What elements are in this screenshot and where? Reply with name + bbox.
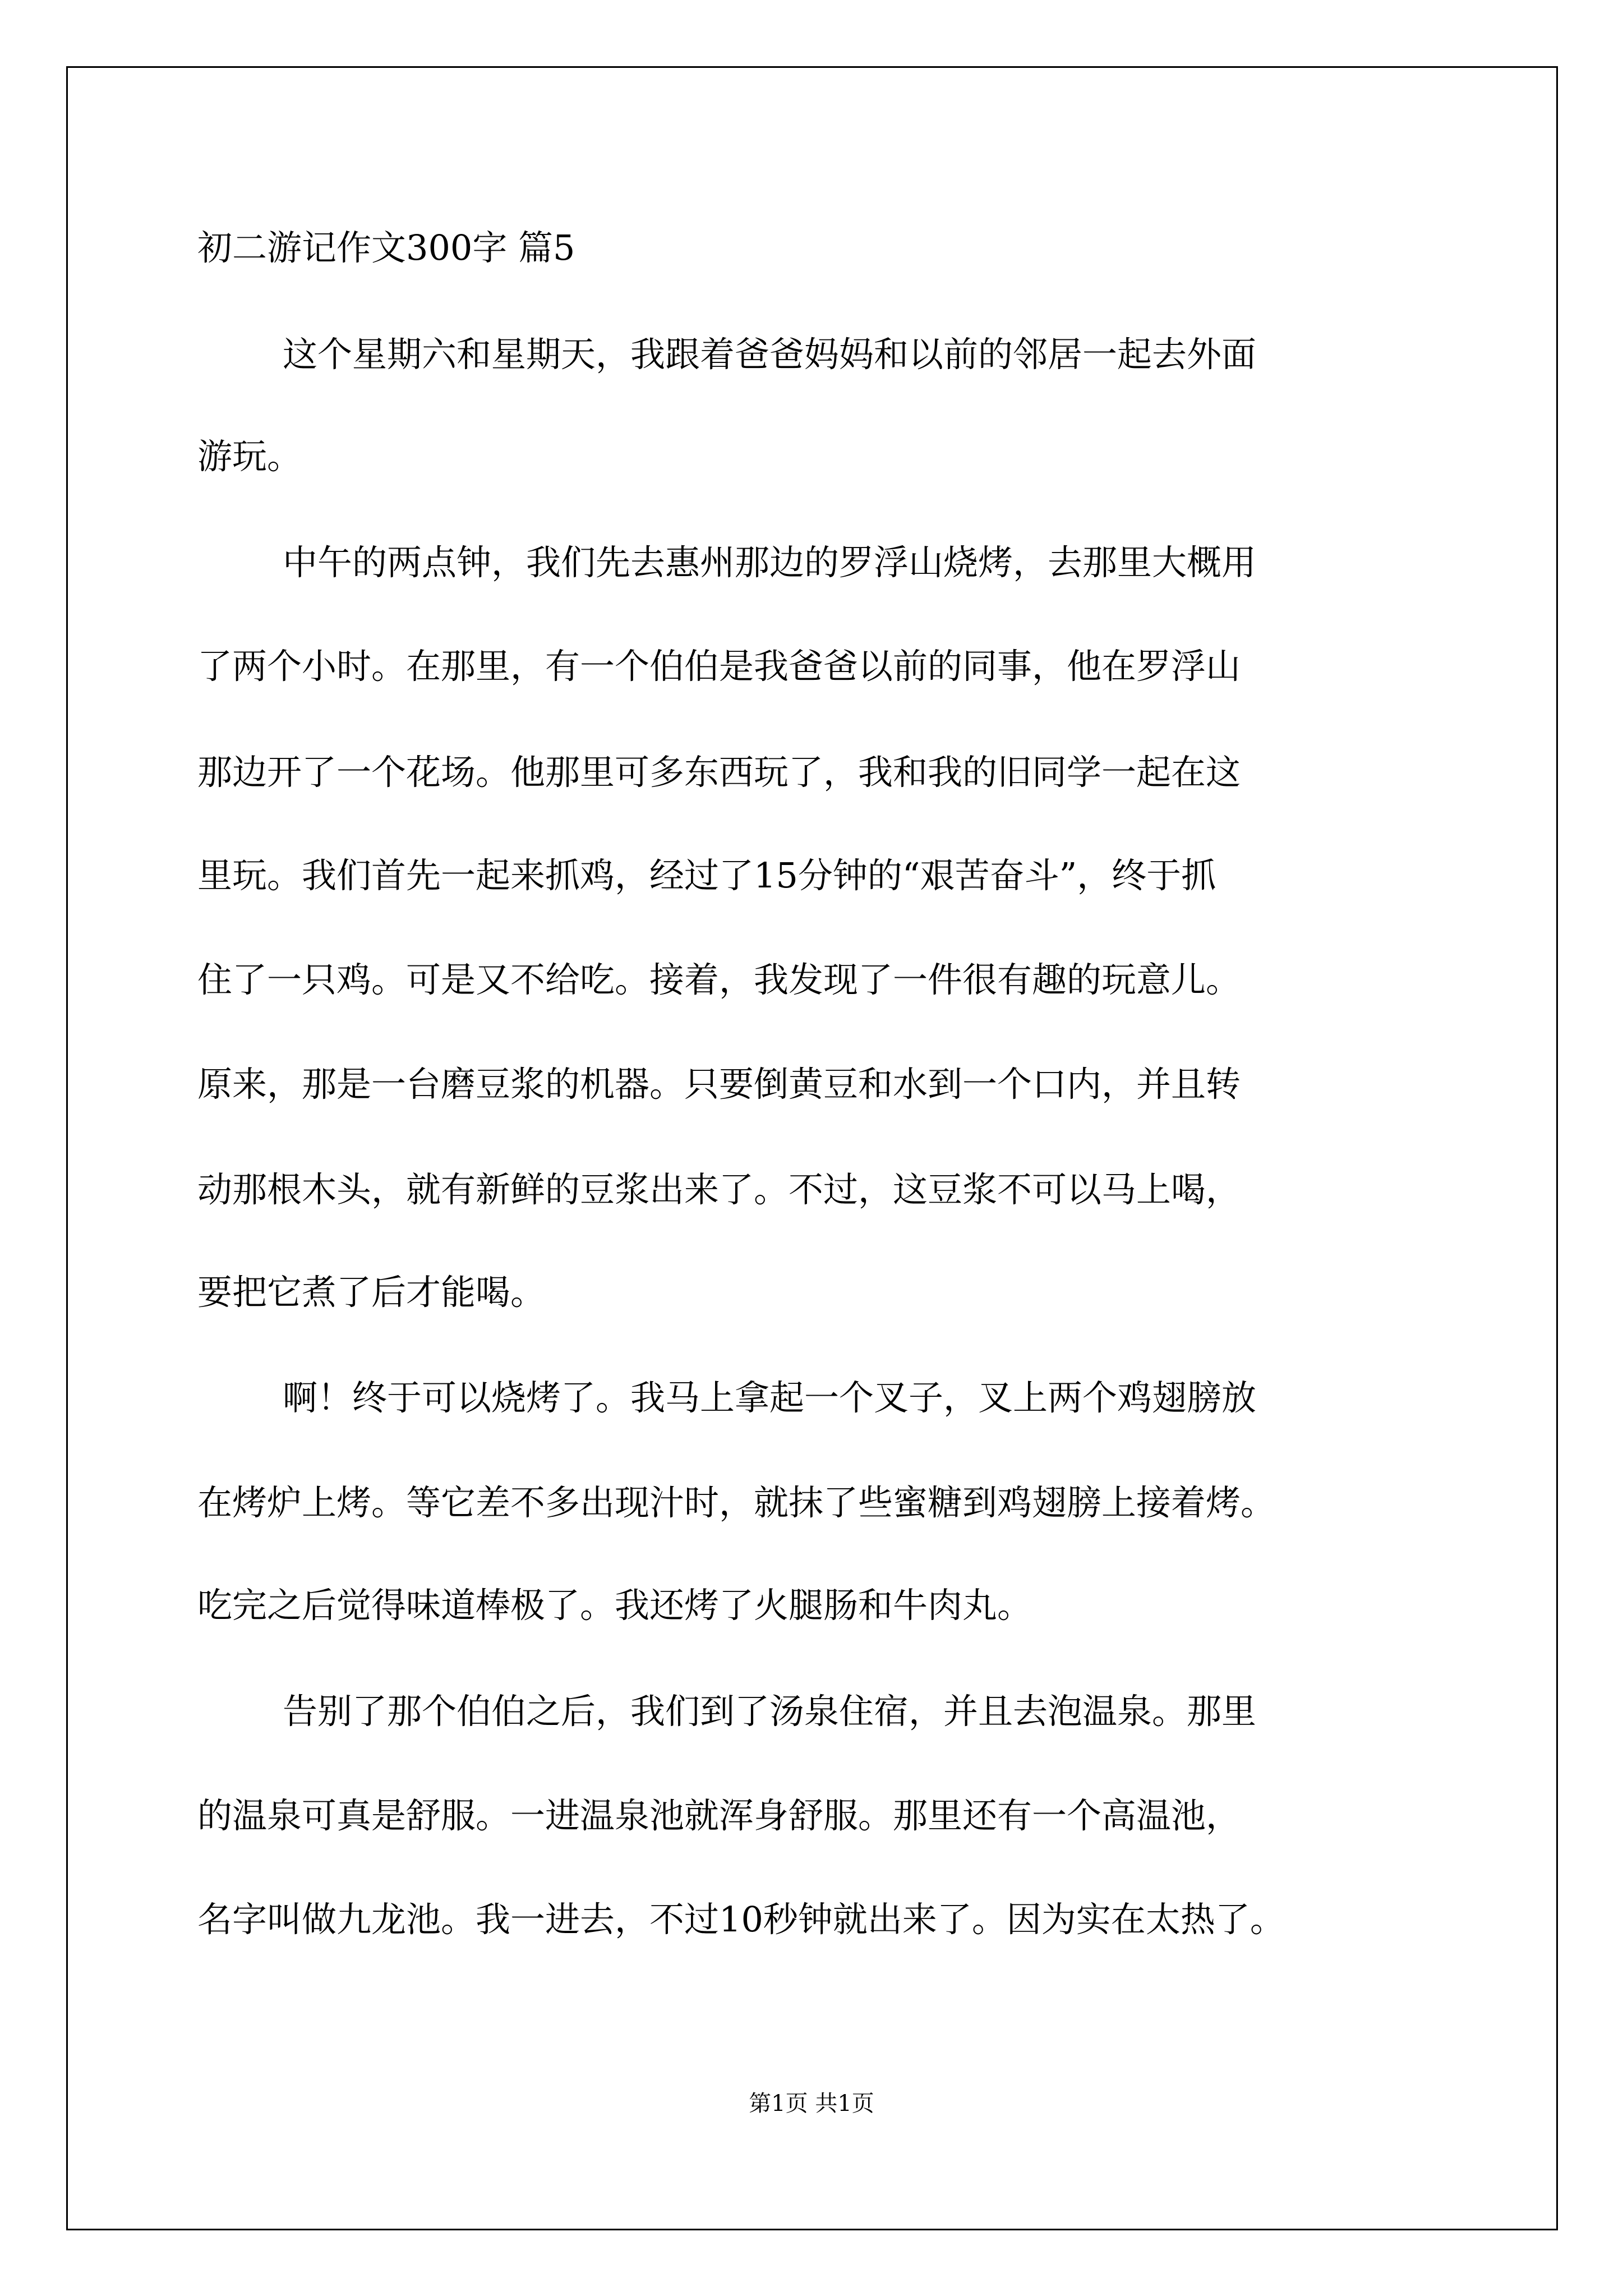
paragraph-line: 吃完之后觉得味道棒极了。我还烤了火腿肠和牛肉丸。 [197, 1585, 1032, 1626]
paragraph-line: 中午的两点钟，我们先去惠州那边的罗浮山烧烤，去那里大概用 [283, 542, 1257, 583]
paragraph-line: 啊！终于可以烧烤了。我马上拿起一个叉子，叉上两个鸡翅膀放 [283, 1377, 1257, 1418]
paragraph-line: 告别了那个伯伯之后，我们到了汤泉住宿，并且去泡温泉。那里 [283, 1691, 1257, 1732]
paragraph-line: 名字叫做九龙池。我一进去，不过10秒钟就出来了。因为实在太热了。 [197, 1899, 1285, 1940]
paragraph-line: 里玩。我们首先一起来抓鸡，经过了15分钟的“艰苦奋斗”，终于抓 [197, 855, 1216, 896]
document-title: 初二游记作文300字 篇5 [197, 227, 575, 268]
paragraph-line: 那边开了一个花场。他那里可多东西玩了，我和我的旧同学一起在这 [197, 752, 1241, 793]
paragraph-line: 在烤炉上烤。等它差不多出现汁时，就抹了些蜜糖到鸡翅膀上接着烤。 [197, 1482, 1276, 1523]
paragraph-line: 要把它煮了后才能喝。 [197, 1272, 546, 1313]
paragraph-line: 这个星期六和星期天，我跟着爸爸妈妈和以前的邻居一起去外面 [283, 334, 1257, 375]
paragraph-line: 的温泉可真是舒服。一进温泉池就浑身舒服。那里还有一个高温池， [197, 1795, 1241, 1836]
page-number-footer: 第1页 共1页 [749, 2091, 874, 2116]
paragraph-line: 游玩。 [197, 436, 302, 477]
paragraph-line: 原来，那是一台磨豆浆的机器。只要倒黄豆和水到一个口内，并且转 [197, 1064, 1241, 1105]
paragraph-line: 住了一只鸡。可是又不给吃。接着，我发现了一件很有趣的玩意儿。 [197, 959, 1241, 1000]
paragraph-line: 动那根木头，就有新鲜的豆浆出来了。不过，这豆浆不可以马上喝， [197, 1169, 1241, 1210]
paragraph-line: 了两个小时。在那里，有一个伯伯是我爸爸以前的同事，他在罗浮山 [197, 646, 1241, 687]
